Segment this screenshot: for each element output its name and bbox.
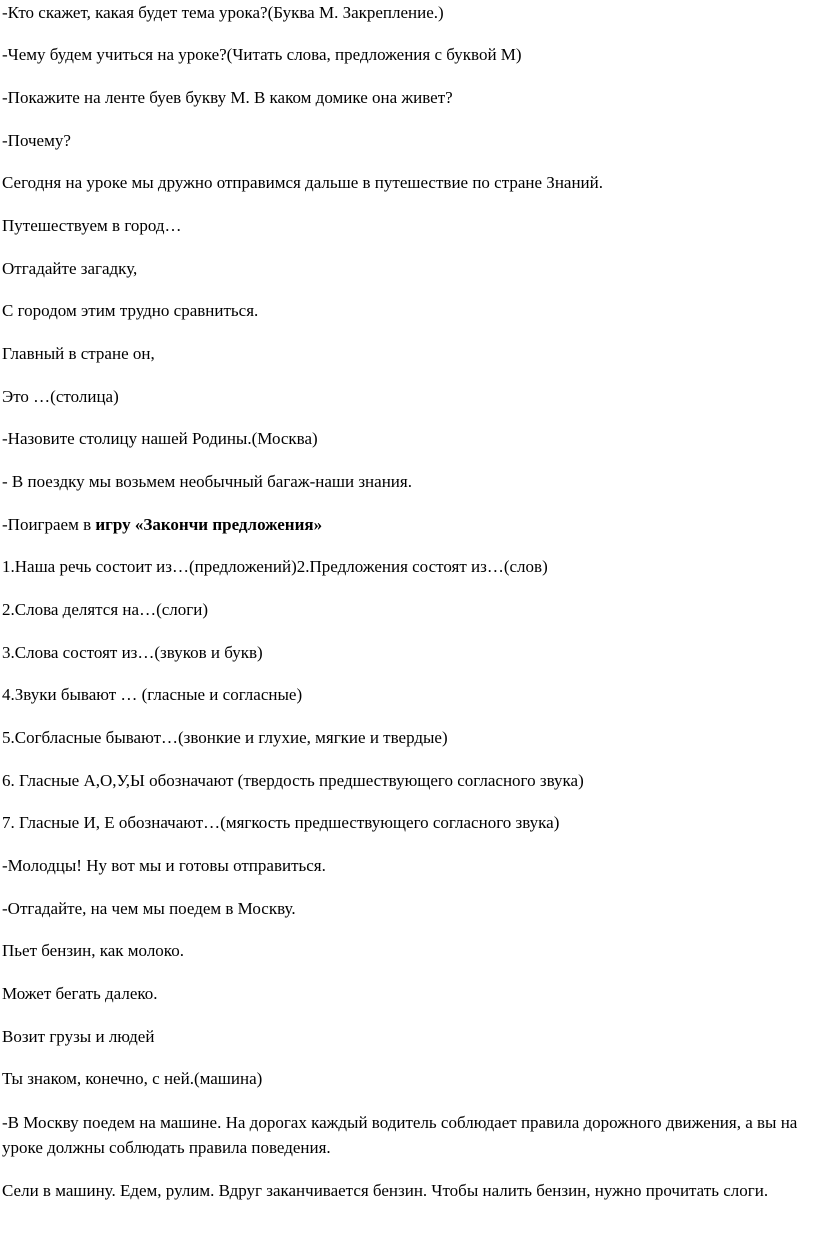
text-line: Сегодня на уроке мы дружно отправимся дальше в путешествие по стране Знаний. [2,173,604,192]
text-paragraph: -В Москву поедем на машине. На дорогах каждый водитель соблюдает правила дорожного движения, а вы на уроке должны соблюдать правила поведения. [2,1113,798,1157]
text-line: С городом этим трудно сравниться. [2,301,259,320]
text-line: Путешествуем в город… [2,216,182,235]
text-line: Возит грузы и людей [2,1027,155,1046]
text-line: 5.Согбласные бывают…(звонкие и глухие, мягкие и твердые) [2,728,448,747]
text-line: 3.Слова состоят из…(звуков и букв) [2,643,263,662]
text-line: 7. Гласные И, Е обозначают…(мягкость предшествующего согласного звука) [2,813,560,832]
text-paragraph: Сели в машину. Едем, рулим. Вдруг заканчивается бензин. Чтобы налить бензин, нужно прочитать слоги. [2,1181,769,1200]
text-line: 2.Слова делятся на…(слоги) [2,600,208,619]
text-line: 6. Гласные А,О,У,Ы обозначают (твердость предшествующего согласного звука) [2,771,584,790]
text-line: Отгадайте загадку, [2,259,138,278]
text-line: -Отгадайте, на чем мы поедем в Москву. [2,899,296,918]
text-line: Пьет бензин, как молоко. [2,941,184,960]
text-line: - В поездку мы возьмем необычный багаж-наши знания. [2,472,412,491]
text-line: Ты знаком, конечно, с ней.(машина) [2,1069,263,1088]
text-line: -Почему? [2,131,71,150]
text-line: -Молодцы! Ну вот мы и готовы отправиться. [2,856,326,875]
text-line: 1.Наша речь состоит из…(предложений)2.Предложения состоят из…(слов) [2,557,548,576]
text-line: -Кто скажет, какая будет тема урока?(Буква М. Закрепление.) [2,3,444,22]
game-intro-line [2,515,322,535]
text-line: -Покажите на ленте буев букву М. В каком домике она живет? [2,88,453,107]
text-line: Главный в стране он, [2,344,155,363]
text-line: Может бегать далеко. [2,984,158,1003]
text-line: Это …(столица) [2,387,119,406]
text-line: -Чему будем учиться на уроке?(Читать слова, предложения с буквой М) [2,45,522,64]
text-line: 4.Звуки бывают … (гласные и согласные) [2,685,303,704]
game-intro-prefix: -Поиграем в [2,515,96,534]
game-title: игру «Закончи предложения» [95,515,323,534]
text-line: -Назовите столицу нашей Родины.(Москва) [2,429,318,448]
